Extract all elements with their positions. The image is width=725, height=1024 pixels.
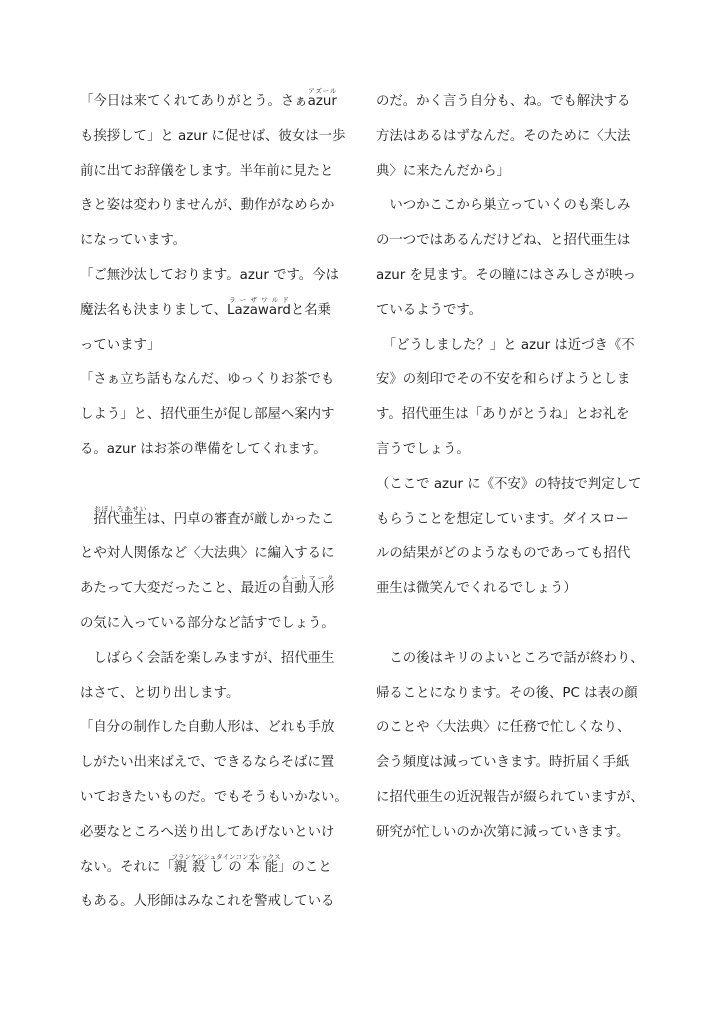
text-line: [80, 816, 354, 851]
blank-line: [80, 468, 354, 503]
text-run: 言うでしょう。: [376, 441, 470, 457]
text-line: [80, 259, 354, 294]
text-line: [80, 503, 354, 538]
text-run: しよう」と、招代亜生が促し部屋へ案内す: [80, 407, 335, 423]
text-line: [376, 433, 650, 468]
ruby-base: 親殺しの本能: [171, 859, 281, 875]
text-line: [80, 363, 354, 398]
text-run: この後はキリのよいところで話が終わり、: [376, 650, 644, 666]
text-line: [376, 711, 650, 746]
text-line: [80, 781, 354, 816]
text-line: [80, 155, 354, 190]
text-run: になっています。: [80, 233, 187, 249]
text-run: 前に出てお辞儀をします。半年前に見たと: [80, 163, 334, 179]
text-run: 「自分の制作した自動人形は、どれも手放: [80, 720, 335, 736]
text-run: きと姿は変わりませんが、動作がなめらか: [80, 198, 335, 214]
text-line: [376, 363, 650, 398]
text-line: [80, 189, 354, 224]
right-text-column: [376, 85, 650, 851]
text-run: しばらく会話を楽しみますが、招代亜生: [80, 650, 335, 666]
ruby-reading: フランケンシュタインコンプレックス: [171, 852, 281, 861]
text-line: [80, 885, 354, 920]
text-run: 研究が忙しいのか次第に減っていきます。: [376, 824, 630, 840]
text-run: 「どうしました？」と azur は近づき《不: [376, 337, 635, 353]
text-run: はさて、と切り出します。: [80, 685, 240, 701]
text-line: [376, 189, 650, 224]
text-line: [80, 398, 354, 433]
text-line: [376, 537, 650, 572]
text-line: [376, 781, 650, 816]
text-run: は、円卓の審査が厳しかったこ: [146, 511, 335, 527]
text-line: [376, 572, 650, 607]
text-line: [80, 85, 354, 120]
text-line: [80, 537, 354, 572]
text-run: いておきたいものだ。でもそうもいかない。: [80, 789, 348, 805]
text-run: 亜生は微笑んでくれるでしょう）: [376, 581, 577, 597]
text-line: [376, 294, 650, 329]
text-run: しがたい出来ばえで、できるならそばに置: [80, 755, 335, 771]
ruby-reading: おぼしろあせい: [93, 504, 147, 513]
text-run: ルの結果がどのようなものであっても招代: [376, 546, 631, 562]
text-line: [376, 746, 650, 781]
text-line: [376, 503, 650, 538]
ruby-base: 招代亜生: [93, 511, 147, 527]
text-run: [80, 512, 93, 527]
ruby-base: azur: [307, 94, 337, 109]
text-run: ているようです。: [376, 302, 483, 318]
ruby-reading: アズール: [307, 87, 337, 95]
text-line: [80, 294, 354, 329]
text-line: [80, 851, 354, 886]
text-line: [376, 329, 650, 364]
ruby-annotated-word: [93, 504, 147, 527]
text-run: のことや〈大法典〉に任務で忙しくなり、: [376, 720, 631, 736]
blank-line: [376, 607, 650, 642]
text-run: に招代亜生の近況報告が綴られていますが、: [376, 789, 644, 805]
text-run: 「さぁ立ち話もなんだ、ゆっくりお茶でも: [80, 372, 335, 388]
text-line: [80, 329, 354, 364]
text-line: [80, 120, 354, 155]
text-run: っています」: [80, 337, 161, 353]
text-run: 」のこと: [278, 859, 332, 875]
text-line: [80, 572, 354, 607]
ruby-annotated-word: [280, 574, 335, 597]
text-line: [80, 433, 354, 468]
text-run: 安》の刻印でその不安を和らげようとしま: [376, 372, 631, 388]
text-line: [376, 224, 650, 259]
ruby-base: Lazaward: [227, 302, 291, 318]
text-line: [376, 816, 650, 851]
text-run: （ここで azur に《不安》の特技で判定して: [376, 476, 642, 492]
text-line: [376, 155, 650, 190]
text-line: [80, 607, 354, 642]
text-run: す。招代亜生は「ありがとうね」とお礼を: [376, 407, 630, 423]
text-run: とや対人関係など〈大法典〉に編入するに: [80, 546, 335, 562]
text-run: 方法はあるはずなんだ。そのために〈大法: [376, 128, 631, 144]
text-run: いつかここから巣立っていくのも楽しみ: [376, 198, 631, 214]
text-run: ない。それに「: [80, 859, 174, 875]
text-line: [80, 746, 354, 781]
text-run: もらうことを想定しています。ダイスロー: [376, 511, 629, 527]
text-run: もある。人形師はみなこれを警戒している: [80, 894, 335, 910]
text-run: のだ。かく言う自分も、ね。でも解決する: [376, 94, 631, 109]
text-line: [376, 120, 650, 155]
text-run: 「今日は来てくれてありがとう。さぁ: [80, 94, 308, 109]
text-run: 会う頻度は減っていきます。時折届く手紙: [376, 755, 630, 771]
text-run: る。azur はお茶の準備をしてくれます。: [80, 441, 327, 457]
text-line: [376, 85, 650, 120]
ruby-reading: ラーザワルド: [227, 295, 291, 304]
text-run: 必要なところへ送り出してあげないといけ: [80, 824, 335, 840]
text-line: [80, 642, 354, 677]
text-line: [80, 224, 354, 259]
ruby-annotated-word: [227, 295, 291, 318]
text-line: [376, 398, 650, 433]
text-run: も挨拶して」と azur に促せば、彼女は一歩: [80, 128, 346, 144]
ruby-base: 自動人形: [280, 581, 335, 597]
text-run: の一つではあるんだけどね、と招代亜生は: [376, 233, 631, 249]
ruby-reading: オートマータ: [280, 574, 335, 583]
left-text-column: [80, 85, 354, 920]
text-line: [80, 711, 354, 746]
text-line: [376, 468, 650, 503]
text-line: [80, 677, 354, 712]
text-run: と名乗: [290, 302, 332, 318]
text-line: [376, 677, 650, 712]
text-line: [376, 259, 650, 294]
text-run: 帰ることになります。その後、PC は表の顔: [376, 685, 638, 701]
text-run: の気に入っている部分など話すでしょう。: [80, 615, 335, 631]
text-run: 典〉に来たんだから」: [376, 163, 510, 179]
text-line: [376, 642, 650, 677]
text-run: あたって大変だったこと、最近の: [80, 581, 281, 597]
text-run: 魔法名も決まりまして、: [80, 302, 228, 318]
ruby-annotated-word: [307, 87, 337, 109]
ruby-annotated-word: [171, 852, 281, 875]
text-run: azur を見ます。その瞳にはさみしさが映っ: [376, 267, 637, 283]
text-run: 「ご無沙汰しております。azur です。今は: [80, 267, 339, 283]
